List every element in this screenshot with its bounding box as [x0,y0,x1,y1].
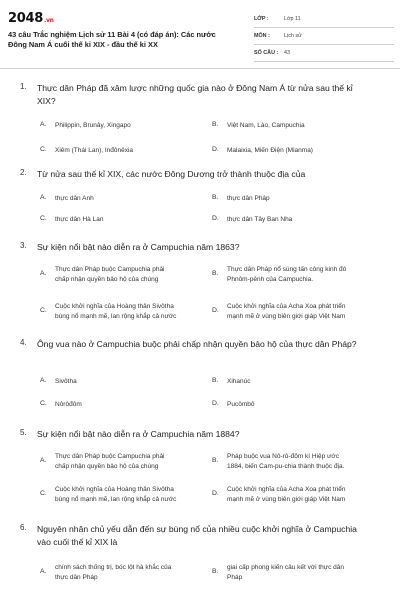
option-line-2: Phnôm-pênh của Campuchia. [227,276,313,283]
option-letter: A. [40,568,47,575]
question-text: Sự kiện nổi bật nào diễn ra ở Campuchia năm 1863? [37,242,240,252]
option-line-1: Thực dân Pháp nổ súng tấn công kinh đô [227,266,347,273]
option-text [55,563,171,583]
question-text: Sự kiện nổi bật nào diễn ra ở Campuchia năm 1884? [37,429,240,439]
option-text: Việt Nam, Lào, Campuchia [227,122,305,129]
option-text: thực dân Hà Lan [55,216,104,223]
option-line-2: bùng nổ mạnh mẽ, lan rộng khắp cả nước [55,496,177,503]
option-line-2: mạnh mẽ ở vùng biên giới giáp Việt Nam [227,313,346,320]
option-text: Philippin, Brunây, Xingapo [55,122,131,129]
option-text: Pucômbô [227,401,255,408]
meta-row-grade [254,13,394,28]
option-letter: C. [40,146,47,153]
option-text [227,485,345,505]
option-letter: B. [212,194,219,201]
question-text: Từ nửa sau thế kỉ XIX, các nước Đông Dương trở thành thuộc địa của [37,169,306,179]
document-header [0,0,400,68]
option-line-1: Cuộc khởi nghĩa của Hoàng thân Sivôtha [55,486,174,493]
option-letter: C. [40,307,47,314]
question-number: 5. [20,428,27,437]
option-line-1: Pháp buộc vua Nô-rô-đôm kí Hiệp ước [227,453,339,460]
option-line-1: Thực dân Pháp buộc Campuchia phải [55,453,165,460]
site-logo[interactable] [8,11,54,26]
document-meta [254,13,394,64]
option-line-2: chấp nhận quyền bảo hộ của chúng [55,463,159,470]
logo-text: 2048 [8,11,43,26]
option-text: Sivôtha [55,378,77,385]
option-letter: A. [40,194,47,201]
option-line-1: Cuộc khởi nghĩa của Hoàng thân Sivôtha [55,303,174,310]
option-text [55,265,165,285]
question-text: Thực dân Pháp đã xâm lược những quốc gia nào ở Đông Nam Á từ nửa sau thế kỉ XIX? [37,83,353,106]
option-letter: C. [40,215,47,222]
option-text: thực dân Tây Ban Nha [227,216,293,223]
question-text: Ông vua nào ở Campuchia buộc phải chấp nhận quyền bảo hộ của thực dân Pháp? [37,339,357,349]
option-letter: D. [212,307,219,314]
question-number: 6. [20,523,27,532]
question-number: 1. [20,82,27,91]
option-line-2: 1884, biến Cam-pu-chia thành thuộc địa. [227,463,345,470]
question-number: 3. [20,241,27,250]
option-text: Malaixia, Miến Điện (Mianma) [227,147,313,154]
option-text: Xihanúc [227,378,251,385]
option-letter: B. [212,121,219,128]
meta-value: Lịch sử [284,33,302,39]
option-line-1: Cuộc khởi nghĩa của Acha Xoa phát triển [227,303,346,310]
option-line-1: Thực dân Pháp buộc Campuchia phải [55,266,165,273]
option-text [55,485,176,505]
meta-row-subject [254,30,394,45]
option-text [55,452,165,472]
option-line-1: chính sách thống trị, bóc lột hà khắc của [55,564,172,571]
option-text [227,302,345,322]
question-number: 4. [20,338,27,347]
option-text [55,302,176,322]
option-line-1: giai cấp phong kiến câu kết với thực dân [227,564,345,571]
meta-value: 43 [284,50,290,56]
option-line-1: Cuộc khởi nghĩa của Acha Xoa phát triển [227,486,346,493]
meta-key: SỐ CÂU : [254,50,279,56]
option-letter: D. [212,146,219,153]
option-text: thực dân Anh [55,195,94,202]
option-line-2: mạnh mẽ ở vùng biên giới giáp Việt Nam [227,496,346,503]
option-letter: A. [40,270,47,277]
option-letter: D. [212,400,219,407]
option-letter: B. [212,270,219,277]
option-text [227,563,344,583]
meta-value: Lớp 11 [284,16,301,22]
option-text [227,452,344,472]
document-title: 43 câu Trắc nghiệm Lịch sử 11 Bài 4 (có đáp án): Các nước Đông Nam Á cuối thế kỉ XIX - đầu thế kỉ XX [8,30,216,49]
header-divider [0,68,400,69]
option-text: Nôrôđôm [55,401,82,408]
option-text [227,265,346,285]
question-text: Nguyên nhân chủ yếu dẫn đến sự bùng nổ của nhiều cuộc khởi nghĩa ở Campuchia vào cuối thế kỉ XIX là [37,524,357,547]
option-letter: B. [212,457,219,464]
option-letter: A. [40,457,47,464]
option-line-2: bùng nổ mạnh mẽ, lan rộng khắp cả nước [55,313,177,320]
meta-key: MÔN : [254,33,270,39]
option-letter: D. [212,490,219,497]
option-line-2: chấp nhận quyền bảo hộ của chúng [55,276,159,283]
option-letter: D. [212,215,219,222]
meta-row-count [254,47,394,62]
question-number: 2. [20,168,27,177]
option-letter: C. [40,490,47,497]
option-letter: A. [40,121,47,128]
option-letter: A. [40,377,47,384]
meta-key: LỚP : [254,16,269,22]
option-text: thực dân Pháp [227,195,270,202]
option-line-2: Pháp [227,574,243,581]
option-line-2: thực dân Pháp [55,574,98,581]
option-letter: B. [212,568,219,575]
logo-suffix: .vn [43,17,54,24]
option-letter: B. [212,377,219,384]
option-text: Xiêm (Thái Lan), Inđônêxia [55,147,134,154]
option-letter: C. [40,400,47,407]
